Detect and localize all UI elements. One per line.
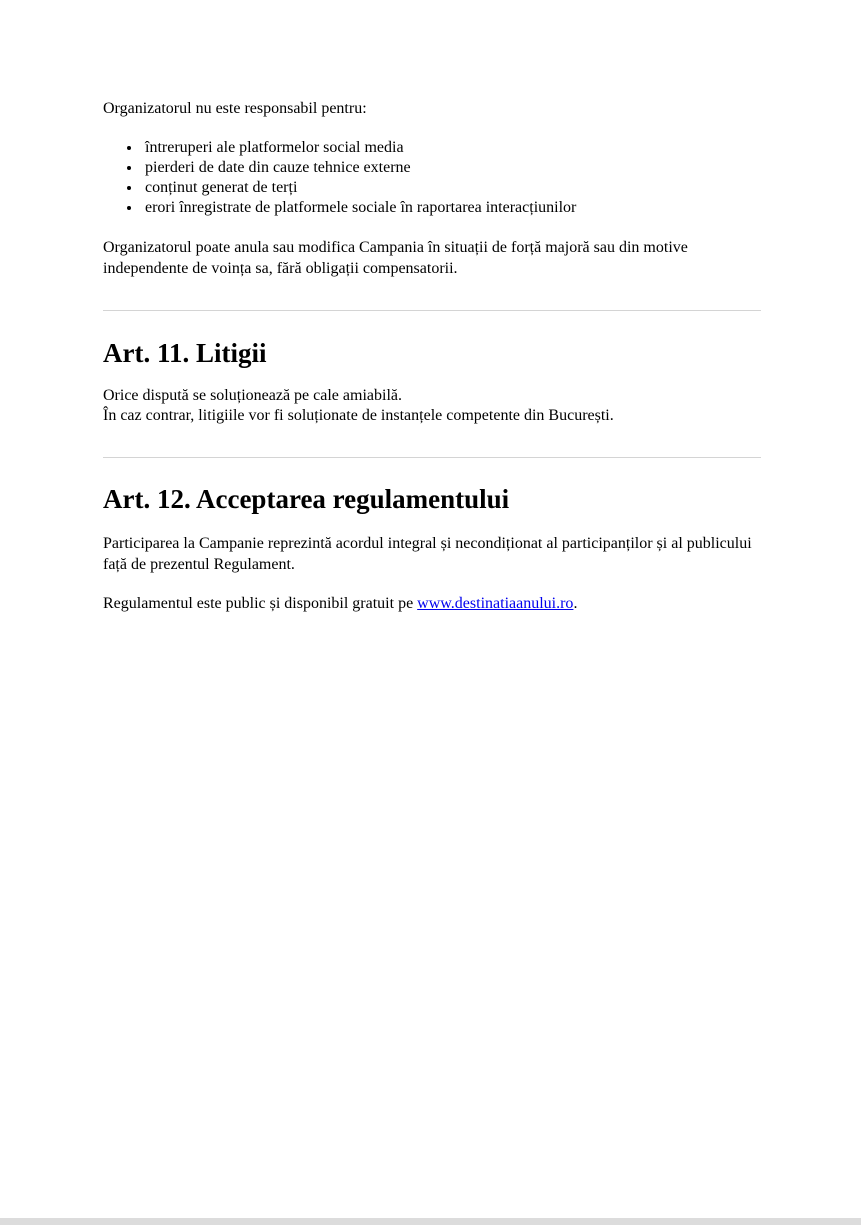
liability-intro: Organizatorul nu este responsabil pentru: [103,100,367,117]
liability-list [103,138,761,218]
list-item: • conținut generat de terți [142,178,761,198]
list-item: • pierderi de date din cauze tehnice externe [142,158,761,178]
section-divider [103,457,761,458]
art11-line-1: Orice dispută se soluționează pe cale amiabilă. [103,387,402,404]
list-item: • întreruperi ale platformelor social media [142,138,761,158]
art11-body [103,386,761,426]
art12-heading: Art. 12. Acceptarea regulamentului [103,484,510,514]
section-divider [103,310,761,311]
art12-paragraph-1: Participarea la Campanie reprezintă acordul integral și necondiționat al participanților și al publicului față de prezentul Regulament. [103,535,752,573]
art12-paragraph-2-suffix: . [573,595,578,612]
force-majeure-paragraph: Organizatorul poate anula sau modifica Campania în situații de forță majoră sau din motive independente de voința sa, fără obligații compensatorii. [103,239,688,277]
art11-line-2: În caz contrar, litigiile vor fi soluționate de instanțele competente din București. [103,407,614,424]
art12-paragraph-2 [103,593,761,614]
art11-heading: Art. 11. Litigii [103,338,267,368]
art12-paragraph-2-prefix: Regulamentul este public și disponibil gratuit pe [103,595,418,612]
page-gap [0,1218,861,1225]
website-link[interactable]: www.destinatiaanului.ro [417,595,574,612]
document-content [103,98,761,614]
list-item: • erori înregistrate de platformele sociale în raportarea interacțiunilor [142,198,761,218]
